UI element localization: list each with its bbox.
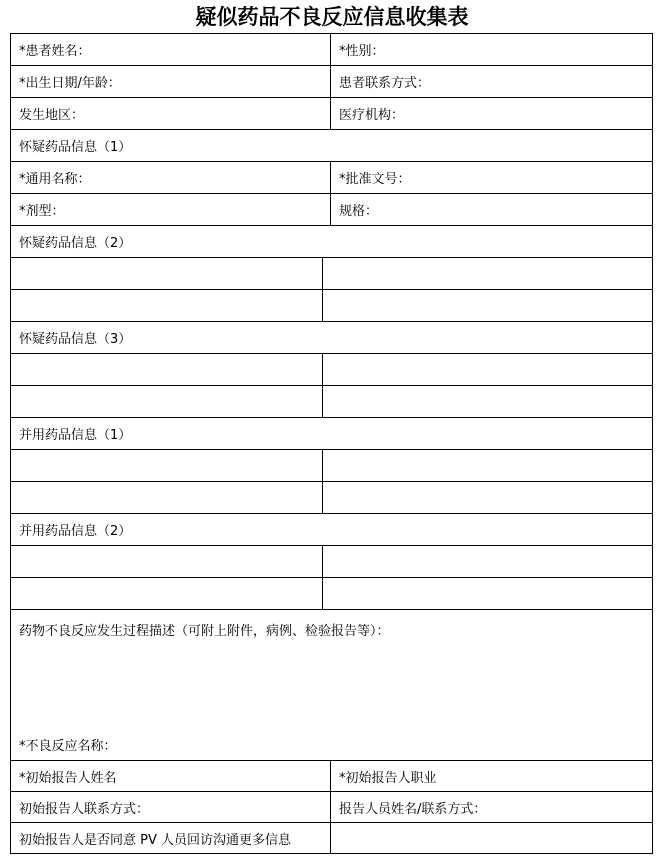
generic-name-field[interactable]: *通用名称： — [11, 162, 331, 194]
initial-reporter-job-field[interactable]: *初始报告人职业 — [331, 761, 653, 792]
reporter-row-2 — [11, 792, 653, 823]
suspect-drug-2-header-row — [11, 226, 653, 258]
blank-field[interactable] — [323, 386, 653, 418]
suspect-drug-3-row-1 — [11, 354, 653, 386]
consent-answer-field[interactable] — [331, 823, 653, 854]
section-header: 并用药品信息（1） — [11, 418, 653, 450]
blank-field[interactable] — [323, 290, 653, 322]
blank-field[interactable] — [323, 546, 653, 578]
reaction-description-field[interactable] — [11, 610, 653, 761]
section-header: 怀疑药品信息（3） — [11, 322, 653, 354]
reporter-row-3 — [11, 823, 653, 854]
blank-field[interactable] — [11, 354, 323, 386]
blank-field[interactable] — [11, 290, 323, 322]
consent-field[interactable]: 初始报告人是否同意 PV 人员回访沟通更多信息 — [11, 823, 331, 854]
blank-field[interactable] — [11, 450, 323, 482]
suspect-drug-1-row-1 — [11, 162, 653, 194]
concomitant-drug-1-header-row — [11, 418, 653, 450]
blank-field[interactable] — [323, 354, 653, 386]
institution-field[interactable]: 医疗机构： — [331, 98, 653, 130]
concomitant-drug-2-header-row — [11, 514, 653, 546]
suspect-drug-2-row-2 — [11, 290, 653, 322]
suspect-drug-3-row-2 — [11, 386, 653, 418]
blank-field[interactable] — [11, 546, 323, 578]
region-field[interactable]: 发生地区： — [11, 98, 331, 130]
reaction-name-label: *不良反应名称： — [19, 739, 117, 754]
blank-field[interactable] — [323, 258, 653, 290]
concomitant-drug-2-row-2 — [11, 578, 653, 610]
suspect-drug-2-row-1 — [11, 258, 653, 290]
blank-field[interactable] — [323, 482, 653, 514]
birth-age-field[interactable]: *出生日期/年龄： — [11, 66, 331, 98]
concomitant-drug-1-row-2 — [11, 482, 653, 514]
initial-reporter-name-field[interactable]: *初始报告人姓名 — [11, 761, 331, 792]
specification-field[interactable]: 规格： — [331, 194, 653, 226]
blank-field[interactable] — [11, 482, 323, 514]
blank-field[interactable] — [11, 386, 323, 418]
section-header: 怀疑药品信息（1） — [11, 130, 653, 162]
patient-gender-field[interactable]: *性别： — [331, 34, 653, 66]
section-header: 怀疑药品信息（2） — [11, 226, 653, 258]
patient-contact-field[interactable]: 患者联系方式： — [331, 66, 653, 98]
patient-row-3 — [11, 98, 653, 130]
blank-field[interactable] — [323, 450, 653, 482]
suspect-drug-3-header-row — [11, 322, 653, 354]
approval-number-field[interactable]: *批准文号： — [331, 162, 653, 194]
suspect-drug-1-row-2 — [11, 194, 653, 226]
concomitant-drug-2-row-1 — [11, 546, 653, 578]
patient-row-1 — [11, 34, 653, 66]
concomitant-drug-1-row-1 — [11, 450, 653, 482]
adr-collection-form — [10, 33, 653, 854]
reaction-description-row — [11, 610, 653, 761]
initial-reporter-contact-field[interactable]: 初始报告人联系方式： — [11, 792, 331, 823]
patient-row-2 — [11, 66, 653, 98]
reporter-name-contact-field[interactable]: 报告人员姓名/联系方式： — [331, 792, 653, 823]
blank-field[interactable] — [11, 258, 323, 290]
blank-field[interactable] — [323, 578, 653, 610]
reaction-description-label: 药物不良反应发生过程描述（可附上附件，病例、检验报告等）： — [19, 624, 390, 639]
reporter-row-1 — [11, 761, 653, 792]
dosage-form-field[interactable]: *剂型： — [11, 194, 331, 226]
patient-name-field[interactable]: *患者姓名： — [11, 34, 331, 66]
form-title: 疑似药品不良反应信息收集表 — [195, 4, 469, 29]
blank-field[interactable] — [11, 578, 323, 610]
suspect-drug-1-header-row — [11, 130, 653, 162]
section-header: 并用药品信息（2） — [11, 514, 653, 546]
